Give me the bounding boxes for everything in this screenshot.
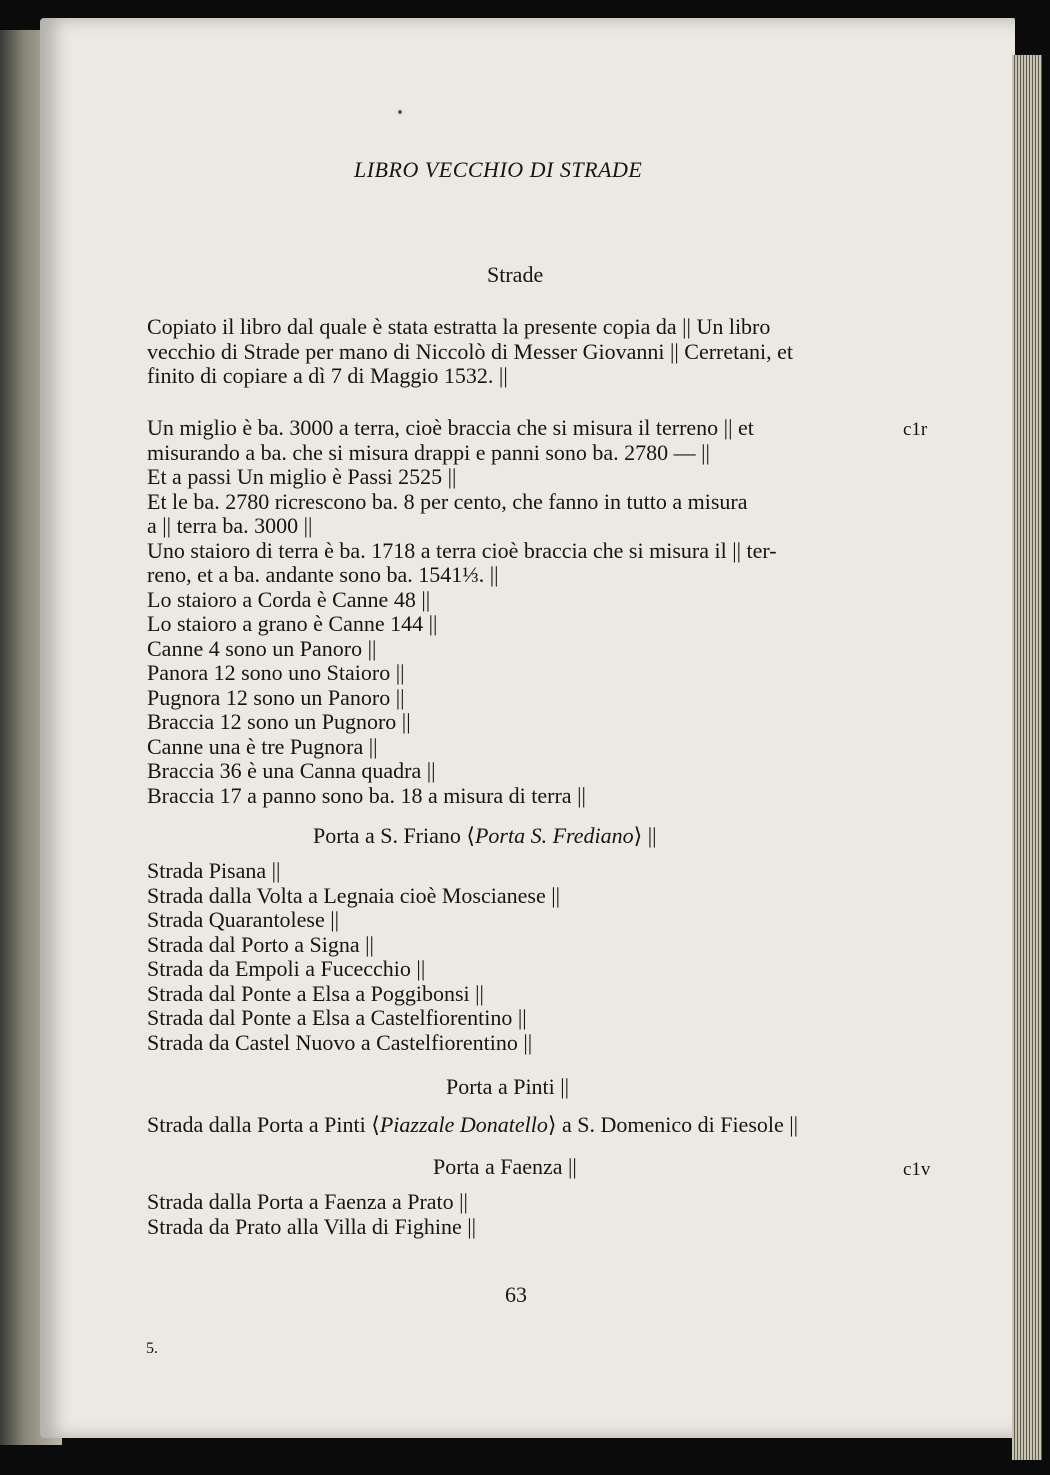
porta-frediano-heading: [313, 824, 657, 849]
measure-line: Uno staioro di terra è ba. 1718 a terra cioè braccia che si misura il || ter-: [147, 537, 777, 563]
intro-line: Copiato il libro dal quale è stata estratta la presente copia da || Un libro: [147, 314, 771, 339]
measure-line: Et a passi Un miglio è Passi 2525 ||: [147, 464, 457, 489]
ink-speck: [398, 110, 402, 114]
road-line: Strada da Prato alla Villa di Fighine ||: [147, 1213, 477, 1239]
road-line: Strada dal Ponte a Elsa a Poggibonsi ||: [147, 980, 484, 1006]
measures-list: [147, 416, 777, 808]
measure-line: Braccia 12 sono un Pugnoro ||: [147, 709, 411, 734]
measure-line: Lo staioro a grano è Canne 144 ||: [147, 611, 438, 636]
section-title: Strade: [487, 262, 544, 287]
measure-line: Panora 12 sono uno Staioro ||: [147, 660, 405, 685]
road-line: Strada da Castel Nuovo a Castelfiorentino ||: [147, 1029, 533, 1055]
measure-line: Canne 4 sono un Panoro ||: [147, 635, 377, 661]
pinti-suffix: ⟩ a S. Domenico di Fiesole ||: [547, 1112, 799, 1137]
heading-prefix: Porta a S. Friano ⟨: [313, 823, 475, 848]
porta-pinti-heading: Porta a Pinti ||: [446, 1074, 570, 1099]
intro-paragraph: [147, 315, 793, 389]
signature-mark: 5.: [146, 1340, 158, 1357]
road-line: Strada dalla Porta a Faenza a Prato ||: [147, 1189, 468, 1214]
measure-line: Pugnora 12 sono un Panoro ||: [147, 684, 405, 710]
measure-line: a || terra ba. 3000 ||: [147, 513, 313, 538]
frediano-roads-list: [147, 859, 560, 1055]
intro-line: vecchio di Strade per mano di Niccolò di Messer Giovanni || Cerretani, et: [147, 338, 794, 364]
intro-line: finito di copiare a dì 7 di Maggio 1532. ||: [147, 363, 508, 388]
pinti-road-line: [147, 1113, 798, 1138]
measure-line: misurando a ba. che si misura drappi e panni sono ba. 2780 — ||: [147, 439, 710, 465]
page-number: 63: [505, 1282, 527, 1307]
road-line: Strada dal Ponte a Elsa a Castelfiorentino ||: [147, 1005, 527, 1030]
pinti-italic: Piazzale Donatello: [379, 1112, 548, 1137]
road-line: Strada Quarantolese ||: [147, 907, 340, 932]
faenza-roads-list: [147, 1190, 476, 1239]
porta-faenza-heading: Porta a Faenza ||: [433, 1154, 577, 1179]
road-line: Strada da Empoli a Fucecchio ||: [147, 956, 426, 981]
measure-line: Et le ba. 2780 ricrescono ba. 8 per cento, che fanno in tutto a misura: [147, 488, 748, 514]
page-stack-edges: [1012, 55, 1042, 1460]
heading-italic: Porta S. Frediano: [474, 823, 634, 848]
folio-marker-c1r: c1r: [903, 419, 928, 440]
measure-line: Braccia 36 è una Canna quadra ||: [147, 758, 436, 783]
road-line: Strada Pisana ||: [147, 858, 281, 883]
running-title: LIBRO VECCHIO DI STRADE: [354, 157, 643, 182]
pinti-prefix: Strada dalla Porta a Pinti ⟨: [147, 1112, 380, 1137]
measure-line: reno, et a ba. andante sono ba. 1541⅓. ||: [147, 562, 499, 587]
measure-line: Canne una è tre Pugnora ||: [147, 733, 378, 759]
road-line: Strada dalla Volta a Legnaia cioè Moscianese ||: [147, 882, 561, 908]
measure-line: Braccia 17 a panno sono ba. 18 a misura di terra ||: [147, 782, 586, 808]
measure-line: Lo staioro a Corda è Canne 48 ||: [147, 586, 431, 612]
measure-line: Un miglio è ba. 3000 a terra, cioè braccia che si misura il terreno || et: [147, 415, 754, 440]
heading-suffix: ⟩ ||: [633, 823, 657, 848]
folio-marker-c1v: c1v: [903, 1159, 931, 1180]
road-line: Strada dal Porto a Signa ||: [147, 931, 374, 957]
